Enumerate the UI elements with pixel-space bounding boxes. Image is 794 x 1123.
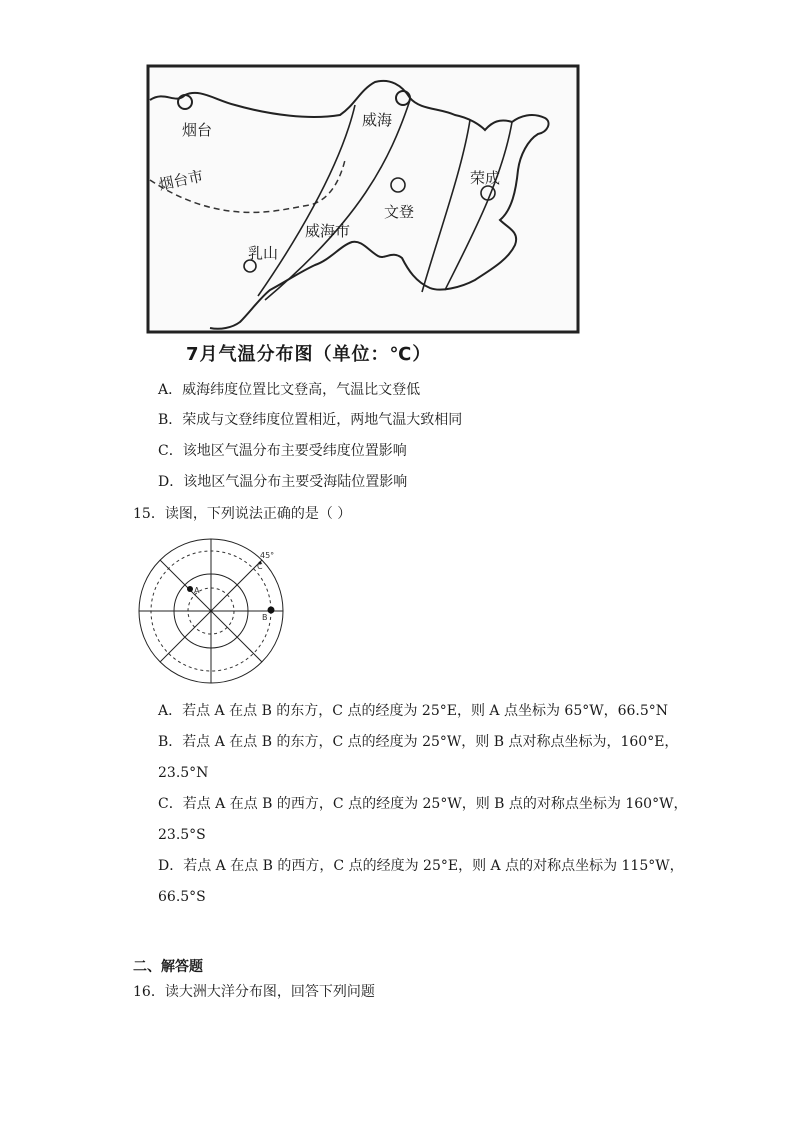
- q16-stem: 16．读大洲大洋分布图，回答下列问题: [133, 984, 375, 1000]
- label-wendeng: 文登: [384, 203, 415, 221]
- q15-stem: 15．读图，下列说法正确的是（ ）: [133, 506, 352, 522]
- label-weihai: 威海: [362, 111, 393, 129]
- q14-option-c: C．该地区气温分布主要受纬度位置影响: [158, 443, 407, 459]
- q15-option-b-line2: 23.5°N: [158, 765, 209, 781]
- q15-option-c-line1: C．若点 A 在点 B 的西方，C 点的经度为 25°W，则 B 点的对称点坐标为 160°W，: [158, 796, 688, 812]
- label-rongcheng: 荣成: [470, 169, 501, 187]
- q15-option-a: A．若点 A 在点 B 的东方，C 点的经度为 25°E，则 A 点坐标为 65°W，66.5°N: [158, 703, 669, 719]
- q15-option-b-line1: B．若点 A 在点 B 的东方，C 点的经度为 25°W，则 B 点对称点坐标为，160°E，: [158, 734, 679, 750]
- label-weihai-city: 威海市: [305, 222, 351, 240]
- point-c-label: C: [257, 562, 263, 571]
- label-yantai-city: 烟台市: [157, 166, 205, 194]
- temperature-map: [140, 60, 590, 342]
- map-caption: 7月气温分布图（单位：℃）: [186, 344, 432, 365]
- q14-option-d: D．该地区气温分布主要受海陆位置影响: [158, 474, 408, 490]
- point-a-label: A: [194, 586, 200, 595]
- label-rushan: 乳山: [248, 244, 279, 262]
- polar-diagram: [136, 536, 286, 686]
- point-b-label: B: [262, 613, 268, 622]
- label-yantai: 烟台: [182, 121, 213, 139]
- q14-option-a: A．威海纬度位置比文登高，气温比文登低: [158, 382, 421, 398]
- q15-option-d-line1: D．若点 A 在点 B 的西方，C 点的经度为 25°E，则 A 点的对称点坐标为 115°W，: [158, 858, 684, 874]
- section-title: 二、解答题: [133, 959, 203, 975]
- q15-option-c-line2: 23.5°S: [158, 827, 206, 843]
- angle-label: 45°: [260, 551, 275, 560]
- q14-option-b: B．荣成与文登纬度位置相近，两地气温大致相同: [158, 412, 463, 428]
- q15-option-d-line2: 66.5°S: [158, 889, 206, 905]
